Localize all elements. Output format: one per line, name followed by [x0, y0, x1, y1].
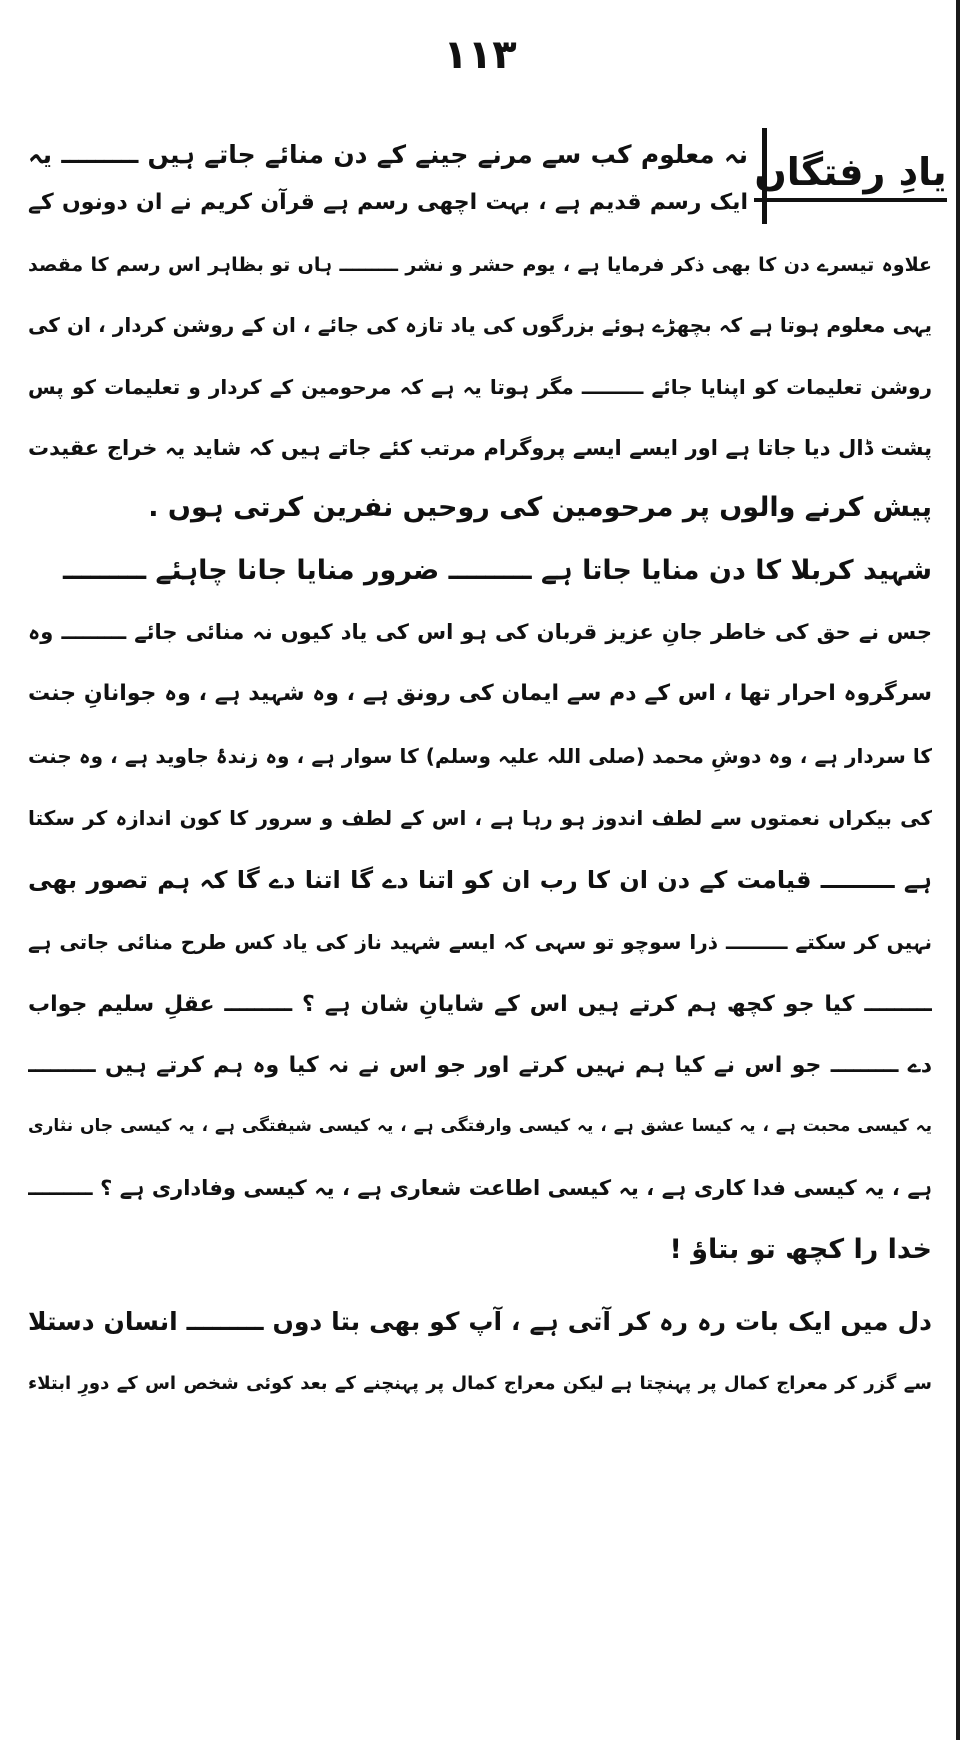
text-line: دل میں ایک بات رہ رہ کر آتی ہے ، آپ کو بھی بتا دوں ـــــــــ انسان دستلا: [28, 1307, 932, 1336]
text-line: شہید کربلا کا دن منایا جاتا ہے ـــــــــ ضرور منایا جانا چاہئے ـــــــــ: [63, 555, 932, 586]
text-line: جس نے حق کی خاطر جانِ عزیز قربان کی ہو اس کی یاد کیوں نہ منائی جائے ـــــــــ وہ: [28, 620, 932, 644]
text-line: ہے ـــــــــ قیامت کے دن ان کا رب ان کو اتنا دے گا اتنا دے گا کہ ہم تصور بھی: [28, 866, 932, 894]
text-line: خدا را کچھ تو بتاؤ !: [669, 1234, 932, 1265]
text-line: یہ کیسی محبت ہے ، یہ کیسا عشق ہے ، یہ کیسی وارفتگی ہے ، یہ کیسی شیفتگی ہے ، یہ کیسی جاں نثاری: [28, 1116, 932, 1136]
section-heading: یادِ رفتگاں: [754, 150, 946, 202]
text-line: نہیں کر سکتے ـــــــــ ذرا سوچو تو سہی کہ ایسے شہید ناز کی یاد کس طرح منائی جاتی ہے: [28, 930, 932, 954]
text-line: ایک رسم قدیم ہے ، بہت اچھی رسم ہے قرآن کریم نے ان دونوں کے: [28, 190, 748, 215]
text-line: علاوہ تیسرے دن کا بھی ذکر فرمایا ہے ، یوم حشر و نشر ـــــــــ ہاں تو بظاہر اس رسم کا مقصد: [28, 254, 932, 276]
text-line: کی بیکراں نعمتوں سے لطف اندوز ہو رہا ہے ، اس کے لطف و سرور کا کون اندازہ کر سکتا: [28, 806, 932, 830]
text-line: سرگروہ احرار تھا ، اس کے دم سے ایمان کی رونق ہے ، وہ شہید ہے ، وہ جوانانِ جنت: [28, 681, 932, 706]
text-line: ہے ، یہ کیسی فدا کاری ہے ، یہ کیسی اطاعت شعاری ہے ، یہ کیسی وفاداری ہے ؟ ـــــــــ: [28, 1176, 932, 1200]
page-number: ۱۱۳: [443, 32, 517, 78]
text-line: نہ معلوم کب سے مرنے جینے کے دن منائے جاتے ہیں ـــــــــ یہ: [28, 140, 748, 169]
text-line: ـــــــــ کیا جو کچھ ہم کرتے ہیں اس کے شایانِ شان ہے ؟ ـــــــــ عقلِ سلیم جواب: [28, 992, 932, 1017]
text-line: روشن تعلیمات کو اپنایا جائے ـــــــــ مگر ہوتا یہ ہے کہ مرحومین کے کردار و تعلیمات کو پس: [28, 375, 932, 399]
text-line: دے ـــــــــ جو اس نے کیا ہم نہیں کرتے اور جو اس نے نہ کیا وہ ہم کرتے ہیں ـــــــــ: [28, 1053, 932, 1078]
text-line: پشت ڈال دیا جاتا ہے اور ایسے ایسے پروگرام مرتب کئے جاتے ہیں کہ شاید یہ خراج عقیدت: [28, 436, 932, 460]
text-line: یہی معلوم ہوتا ہے کہ بچھڑے ہوئے بزرگوں کی یاد تازہ کی جائے ، ان کے روشن کردار ، ان کی: [28, 313, 932, 337]
text-line: سے گزر کر معراج کمال پر پہنچتا ہے لیکن معراج کمال پر پہنچنے کے بعد کوئی شخص اس کے دورِ ابتلاء: [28, 1373, 932, 1394]
text-line: پیش کرنے والوں پر مرحومین کی روحیں نفرین کرتی ہوں .: [148, 492, 932, 523]
text-line: کا سردار ہے ، وہ دوشِ محمد (صلی اللہ علیہ وسلم) کا سوار ہے ، وہ زندۂ جاوید ہے ، وہ جنت: [28, 744, 932, 768]
scan-edge-border: [956, 0, 960, 1740]
